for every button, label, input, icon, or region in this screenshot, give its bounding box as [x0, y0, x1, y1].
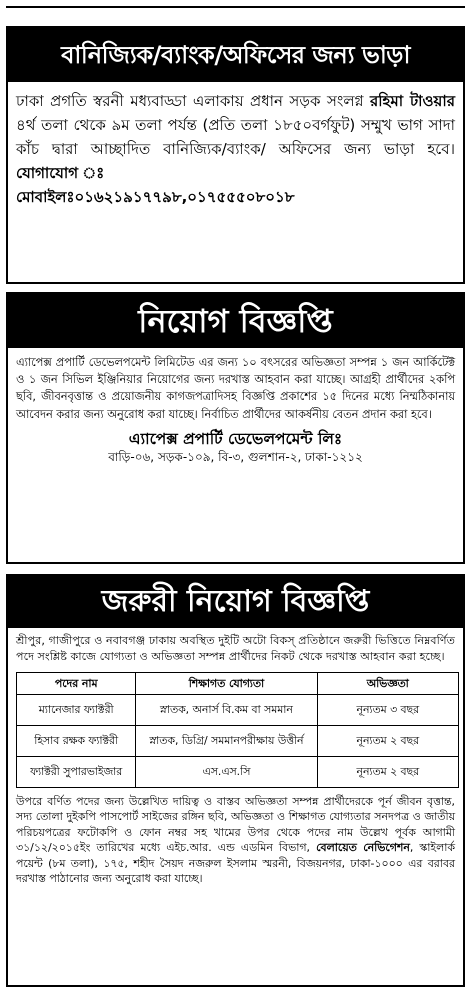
urgent-recruitment-title: জরুরী নিয়োগ বিজ্ঞপ্তি: [8, 576, 463, 628]
company-name: এ্যাপেক্স প্রপার্টি ডেভেলপমেন্ট লিঃ: [128, 429, 343, 448]
column-header-post: পদের নাম: [17, 673, 136, 695]
mobile-numbers: মোবাইলঃ০১৬২১৯১৭৭৯৮,০১৭৫৫৫০৮০১৮: [16, 188, 295, 206]
experience-cell: নূন্যতম ২ বছর: [317, 757, 458, 788]
table-row: [17, 757, 459, 788]
post-cell: ম্যানেজার ফ্যাক্টরী: [17, 695, 136, 726]
job-table: [16, 672, 459, 788]
urgent-recruitment-intro: শ্রীপুর, গাজীপুরে ও নবাবগঞ্জ ঢাকায় অবস্থিত দুইটি অটো বিকস্ প্রতিষ্ঠানে জরুরী ভিত্তিতে নিম্নবর্ণিত পদে সংশ্লিষ্ট কাজে যোগ্যতা ও অভিজ্ঞতা সম্পন্ন প্রার্থীদের নিকট থেকে দরখাস্ত আহবান করা হচ্ছে।: [16, 634, 455, 663]
rental-ad-text-b: ৪র্থ তলা থেকে ৯ম তলা পর্যন্ত (প্রতি তলা ১৮৫০বর্গফুট) সম্মুখ ভাগ সাদা কাঁচ দ্বারা আচ্ছাদিত বানিজ্যিক/ব্যাংক/ অফিসের জন্য ভাড়া হবে।: [16, 116, 455, 158]
table-header-row: [17, 673, 459, 695]
table-row: [17, 695, 459, 726]
rental-ad-body: [8, 82, 463, 213]
post-cell: হিসাব রক্ষক ফ্যাক্টরী: [17, 726, 136, 757]
recruitment-ad-body: এ্যাপেক্স প্রপার্টি ডেভেলপমেন্ট লিমিটেড এর জন্য ১০ বৎসরের অভিজ্ঞতা সম্পন্ন ১ জন আর্কিটেক্ট ও ১ জন সিভিল ইঞ্জিনিয়ার নিয়োগের জন্য দরখাস্ত আহবান করা যাচ্ছে। আগ্রহী প্রার্থীদের ২কপি ছবি, জীবনবৃত্তান্ত ও প্রয়োজনীয় কাগজপত্রাদিসহ বিজ্ঞপ্তি প্রকাশের ১৫ দিনের মধ্যে নিম্মঠিকানায় আবেদন করার জন্য অনুরোধ করা যাচ্ছে। নির্বাচিত প্রার্থীদের আকর্ষনীয় বেতন প্রদান করা হবে।: [16, 356, 455, 421]
details-text-a: উপরে বর্ণিত পদের জন্য উল্লেখিত দায়িত্ব ও বাস্তব অভিজ্ঞতা সম্পন্ন প্রার্থীদেরকে পূর্ন জীবন বৃত্তান্ত, সদ্য তোলা দুইকপি পাসপোর্ট সাইজের রঙ্গিন ছবি, অভিজ্ঞতা ও শিক্ষাগত যোগ্যতার সনদপত্র ও জাতীয় পরিচয়পত্রের ফটোকপি ও ফোন নম্বর সহ খামের উপর থেকে পদের নাম উল্লেখ পূর্বক আগামী ৩১/১২/২০১৫ইং তারিখের মধ্যে এইচ.আর. এন্ড এডমিন বিভাগ,: [16, 795, 455, 855]
application-details: [8, 788, 463, 892]
company-address: বাড়ি-০৬, সড়ক-১০৯, বি-৩, গুলশান-২, ঢাকা-১২১২: [108, 449, 363, 464]
rental-ad-title: বানিজ্যিক/ব্যাংক/অফিসের জন্য ভাড়া: [8, 28, 463, 82]
recruitment-ad-title: নিয়োগ বিজ্ঞপ্তি: [8, 294, 463, 348]
experience-cell: নূন্যতম ৩ বছর: [317, 695, 458, 726]
qualification-cell: এস.এস.সি: [136, 757, 317, 788]
rental-ad: [6, 26, 465, 284]
details-company: বেলায়েত নেভিগেশন: [316, 841, 410, 855]
post-cell: ফ্যাক্টরী সুপারভাইজার: [17, 757, 136, 788]
rental-ad-text-a: ঢাকা প্রগতি স্বরনী মধ্যবাড্ডা এলাকায় প্রধান সড়ক সংলগ্ন: [16, 92, 370, 110]
details-text-b: , স্কাইলার্ক পয়েন্ট (৮ম তলা), ১৭৫, শহীদ সৈয়দ নজরুল ইসলাম স্মরনী, বিজয়নগর, ঢাকা-১০০০ এর বরাবর দরখাস্ত পাঠানোর জন্য অনুরোধ করা যাচ্ছে।: [16, 841, 455, 886]
contact-label: যোগাযোগ ঃ: [16, 164, 105, 182]
table-row: [17, 726, 459, 757]
urgent-recruitment-ad: [6, 574, 465, 987]
qualification-cell: স্নাতক, ডিগ্রি/ সমমানপরীক্ষায় উত্তীর্ন: [136, 726, 317, 757]
experience-cell: নূন্যতম ২ বছর: [317, 726, 458, 757]
column-header-qualification: শিক্ষাগত যোগ্যতা: [136, 673, 317, 695]
building-name: রহিমা টাওয়ার: [369, 92, 455, 110]
top-border-rule: [6, 0, 465, 8]
column-header-experience: অভিজ্ঞতা: [317, 673, 458, 695]
qualification-cell: স্নাতক, অনার্স বি.কম বা সমমান: [136, 695, 317, 726]
recruitment-ad: [6, 292, 465, 564]
